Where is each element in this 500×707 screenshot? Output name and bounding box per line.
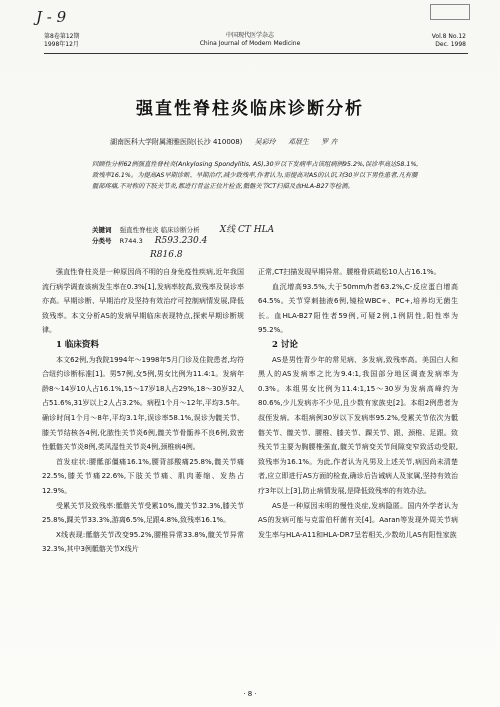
section-1-heading: 1 临床资料 [56,339,99,350]
paragraph: 受累关节及致残率:骶髂关节受累10%,髋关节32.3%,膝关节25.8%,踝关节33.3%,游离6.5%,足跟4.8%,致残率16.1%。 [42,501,244,525]
page-number: · 8 · [243,690,257,698]
header-date: 1998年12月 [44,41,79,48]
header-volume: 第8卷第12期 [44,33,80,40]
journal-name-en: China Journal of Modern Medicine [199,40,301,47]
abstract: 回顾性分析62例强直性脊柱炎(Ankylosing Spondylitis, AS),30岁以下发病率占该组病例95.2%,误诊率高达58.1%,致残率16.1%。为提高AS早期诊断、早期治疗,减少致残率,作者认为,需提高对AS的认识,对30岁以下男性患者,凡有腰髋部疼痛,不对称的下肢关节炎,都进行骨盆正位片检查,骶髂关节CT扫描及血HLA-B27等检测。 [92,161,419,190]
keywords: 强直性脊柱炎 临床诊断分析 [119,226,200,234]
header-date-en: Dec. 1998 [435,41,466,48]
class-number: R744.3 [119,237,143,245]
left-column [42,265,244,557]
paragraph: 正常,CT扫描发现早期异常。腰椎骨质疏松10人占16.1%。 [258,268,441,276]
journal-name-cn: 中国现代医学杂志 [225,32,274,39]
handwritten-mark: J - 9 [36,8,67,26]
header-rule [44,53,468,54]
paragraph: 血沉增高93.5%,大于50mm/h者63.2%,C-反应蛋白增高64.5%。关节穿刺抽液6例,镜检WBC+、PC+,培养均无菌生长。血HLA-B27阳性者59例,可疑2例,1例阴性,阳性率为95.2%。 [258,282,458,335]
handwritten-callnumber-2: R816.8 [150,250,183,260]
article-title: 强直性脊柱炎临床诊断分析 [136,99,364,119]
author-1: 吴彩玲 [254,138,276,146]
handwritten-keywords: X线 CT HLA [219,225,275,235]
author-2: 邓展生 [287,138,309,146]
classification-line [92,236,207,246]
header-issue-en [432,33,466,49]
header-vol-en: Vol.8 No.12 [431,33,466,40]
paragraph: AS是一种原因未明的慢性炎症,发病隐匿。国内外学者认为AS的发病可能与克雷伯杆菌有关[4]。Aaran等发现外周关节病发生率与HLA-A11和HLA-DR7呈若相关,少数幼儿AS有阳性家族 [258,501,458,539]
class-label: 分类号 [92,237,112,245]
paragraph: AS是男性青少年的常见病、多发病,致残率高。美国白人和黑人的AS发病率之比为9.4:1,我国部分地区调查发病率为0.3%。本组男女比例为11.4:1,15～30岁为发病高峰约为80.6%,少儿发病亦不少见,且少数有家族史[2]。本组2例患者为叔侄发病。本组病例30岁以下发病率95.2%,受累关节依次为骶髂关节、髋关节、腰椎、膝关节、踝关节、跟、颈椎、足跟。致残关节主要为胸腰椎强直,髋关节病变关节间隙变窄致活动受限,致残率为16.1%。为此,作者认为凡男及上述关节,病因尚未清楚者,应立即进行AS方面的检查,确诊后告诫病人及家属,坚持有效治疗3年以上[3],防止病情发展,是降低致残率的有效办法。 [258,355,458,495]
keywords-line [92,222,274,235]
affiliation: 湖南医科大学附属湘雅医院(长沙 410008) [110,138,243,146]
author-3: 罗 卉 [321,138,338,146]
paragraph: 本文62例,为我院1994年～1998年5月门诊及住院患者,均符合纽约诊断标准[1]。男57例,女5例,男女比例为11.4:1。发病年龄8～14岁10人占16.1%,15～17岁18人占29%,18～30岁32人占51.6%,31岁以上2人占3.2%。病程1个月～12年,平均3.5年。确诊时间1个月～8年,平均3.1年,误诊率58.1%,误诊为髋关节、膝关节结核各4例,化脓性关节炎6例,髋关节骨骺养不良6例,致密性骶髂关节炎8例,类风湿性关节炎4例,颈椎病4例。 [42,355,244,452]
right-column [258,265,458,542]
handwritten-callnumber: R593.230.4 [154,236,208,246]
keywords-label: 关键词 [92,226,112,234]
author-line [110,137,337,147]
section-2-heading: 2 讨论 [272,339,298,350]
intro-paragraph: 强直性脊柱炎是一种原因尚不明的自身免疫性疾病,近年我国流行病学调查该病发生率在0.3%[1],发病率较高,致残率及误诊率亦高。早期诊断、早期治疗及坚持有效治疗可控制病情发展,降低致残率。本文分析AS的发病早期临床表现特点,探索早期诊断规律。 [42,268,244,335]
paragraph: X线表现:骶髂关节改变95.2%,腰椎异常33.8%,髋关节异常32.3%,其中3例骶髂关节X线片 [42,530,244,554]
library-stamp [430,4,470,20]
header-journal [0,32,500,48]
paragraph: 首发症状:腰骶部僵痛16.1%,腰背部酸痛25.8%,髋关节痛22.5%,膝关节痛22.6%,下肢关节痛、肌肉萎缩、发热占12.9%。 [42,457,244,495]
